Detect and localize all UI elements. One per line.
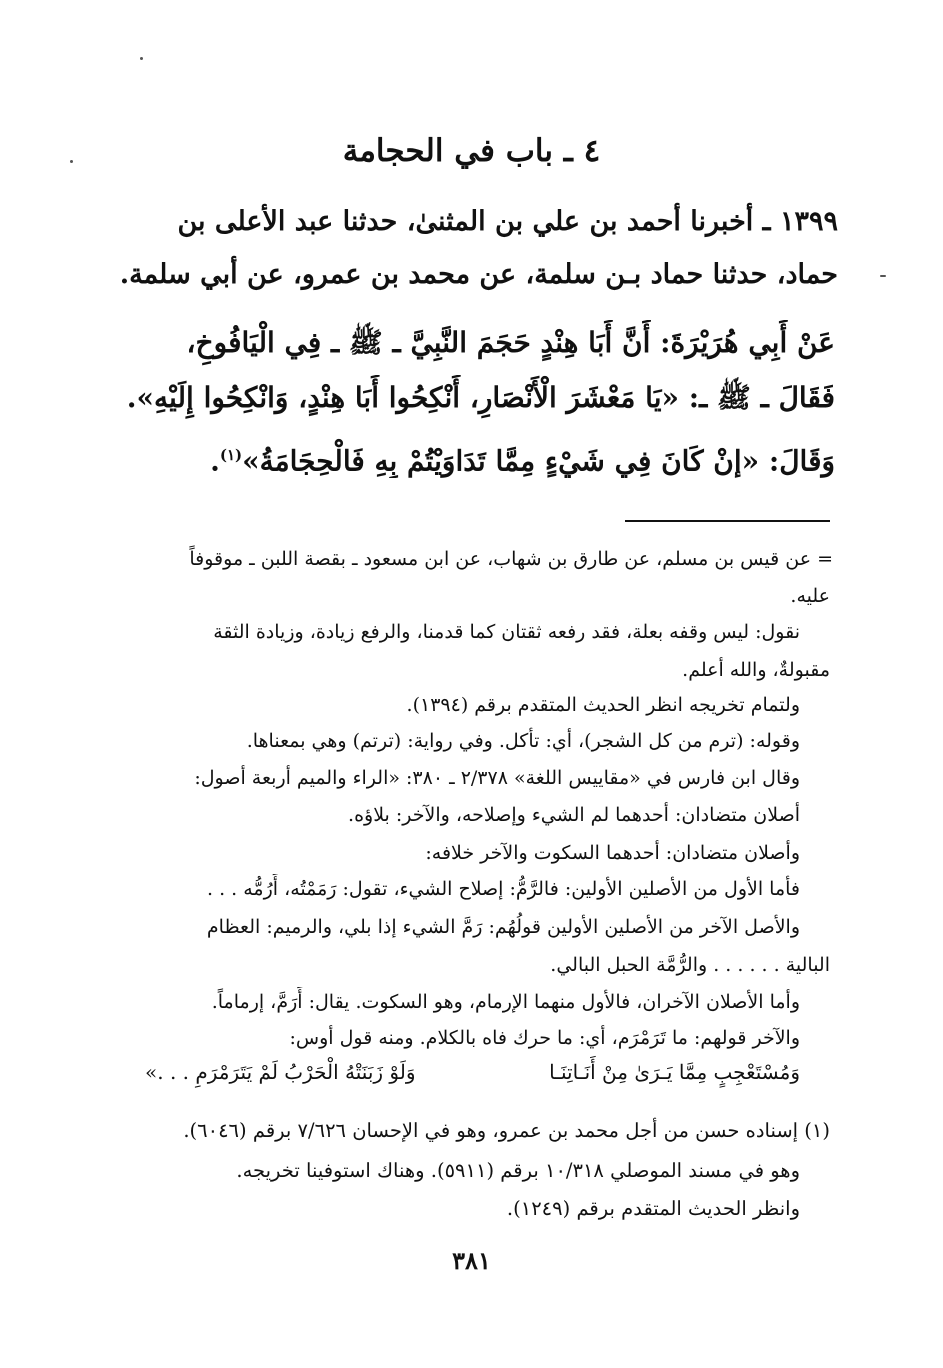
isnad-line-2: حماد، حدثنا حماد بـن سلمة، عن محمد بن عمرو، عن أبي سلمة. — [119, 259, 838, 290]
matn-line-3-end: . — [210, 444, 220, 478]
footnote-prev-line: والآخر قولهم: ما تَرَمْرَم، أي: ما حرك فاه بالكلام. ومنه قول أوس: — [289, 1027, 800, 1049]
footnote-prev-line: فأما الأول من الأصلين الأولين: فالرَّمُّ: إصلاح الشيء، تقول: رَمَمْتُه، أَرُمُّه . . . — [207, 878, 800, 900]
footnote-prev-line: ولتمام تخريجه انظر الحديث المتقدم برقم (١٣٩٤). — [406, 694, 800, 716]
footnote-prev-line: وقال ابن فارس في «مقاييس اللغة» ٢/٣٧٨ ـ ٣٨٠: «الراء والميم أربعة أصول: — [194, 767, 800, 789]
footnote-prev-line: وأما الأصلان الآخران، فالأول منهما الإرمام، وهو السكوت. يقال: أَرَمَّ، إرماماً. — [211, 991, 800, 1013]
footnote-1-line: وانظر الحديث المتقدم برقم (١٢٤٩). — [506, 1197, 800, 1220]
matn-line-1: عَنْ أَبِي هُرَيْرَةَ: أَنَّ أَبَا هِنْدٍ حَجَمَ النَّبِيَّ ـ ﷺ ـ فِي الْيَافُوخِ، — [186, 326, 835, 359]
footnote-prev-line: والأصل الآخر من الأصلين الأولين قولُهُم: رَمَّ الشيء إذا بلي، والرميم: العظام — [206, 916, 800, 938]
matn-line-3 — [150, 432, 835, 478]
matn-line-2: فَقَالَ ـ ﷺ ـ: «يَا مَعْشَرَ الْأَنْصَارِ، أَنْكِحُوا أَبَا هِنْدٍ، وَانْكِحُوا إِلَيْهِ». — [126, 381, 835, 414]
footnote-prev-line: = عن قيس بن مسلم، عن طارق بن شهاب، عن ابن مسعود ـ بقصة اللبن ـ موقوفاً — [189, 548, 833, 570]
footnote-prev-line: وأصلان متضادان: أحدهما السكوت والآخر خلافه: — [425, 842, 800, 864]
footnote-prev-line: وقوله: (ترم من كل الشجر)، أي: تأكل. وفي رواية: (ترتم) وهي بمعناها. — [246, 730, 800, 752]
footnote-prev-line: أصلان متضادان: أحدهما لم الشيء وإصلاحه، والآخر: بلاؤه. — [348, 804, 800, 826]
scan-speck — [140, 57, 143, 60]
scan-speck — [880, 275, 886, 277]
chapter-title: ٤ ـ باب في الحجامة — [342, 133, 601, 169]
poem-right-hemistich: وَمُسْتَعْجِبٍ مِمَّا يَـرَىٰ مِنْ أَنَـاتِنَـا — [549, 1060, 800, 1084]
footnote-1-line: (١) إسناده حسن من أجل محمد بن عمرو، وهو في الإحسان ٧/٦٢٦ برقم (٦٠٤٦). — [183, 1119, 830, 1142]
page-number: ٣٨١ — [452, 1246, 491, 1275]
poem-left-hemistich: وَلَوْ زَبَنَتْهُ الْحَرْبُ لَمْ يَتَرَمْرَمِ . . .» — [145, 1060, 416, 1084]
footnote-prev-line: مقبولةٌ، والله أعلم. — [682, 659, 830, 681]
footnote-ref: (١) — [219, 446, 243, 464]
footnote-prev-line: البالية . . . . . . والرُّمَّة الحبل البالي. — [550, 954, 830, 976]
footnote-1-line: وهو في مسند الموصلي ١٠/٣١٨ برقم (٥٩١١). وهناك استوفينا تخريجه. — [236, 1159, 800, 1182]
matn-line-3-text: وَقَالَ: «إِنْ كَانَ فِي شَيْءٍ مِمَّا تَدَاوَيْتُمْ بِهِ فَالْحِجَامَةُ» — [242, 444, 835, 478]
isnad-line-1: ١٣٩٩ ـ أخبرنا أحمد بن علي بن المثنىٰ، حدثنا عبد الأعلى بن — [177, 206, 838, 237]
footnote-separator — [625, 520, 830, 522]
footnote-prev-line: عليه. — [790, 585, 830, 607]
footnote-prev-line: نقول: ليس وقفه بعلة، فقد رفعه ثقتان كما قدمنا، والرفع زيادة، وزيادة الثقة — [213, 621, 800, 643]
